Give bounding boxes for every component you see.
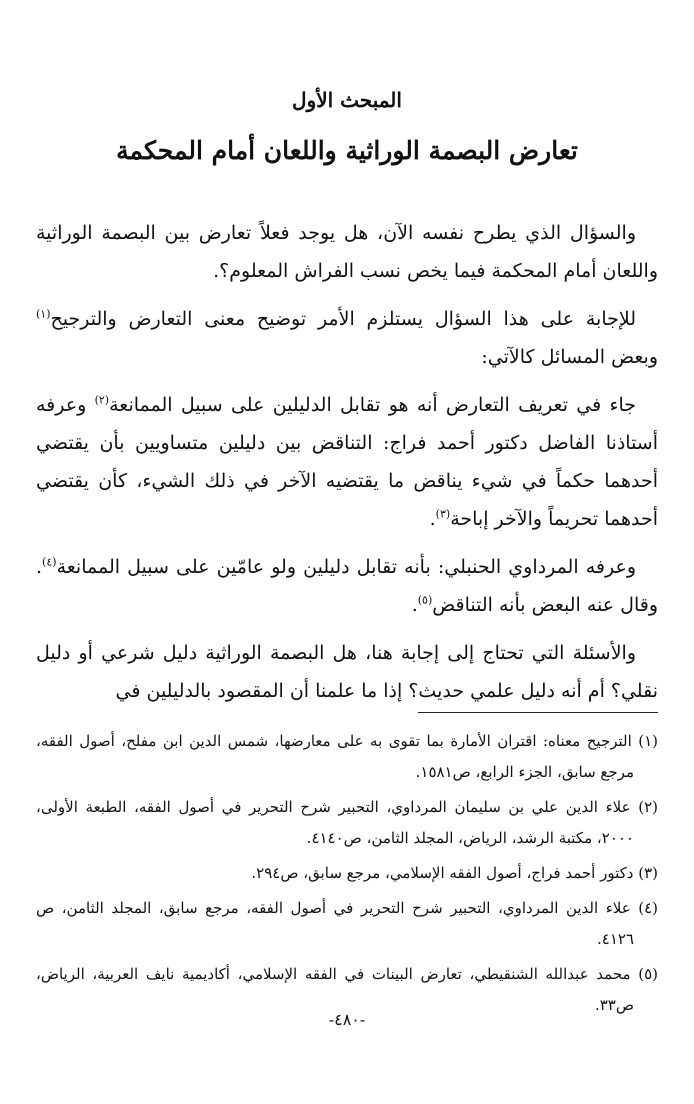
paragraph-text: والسؤال الذي يطرح نفسه الآن، هل يوجد فعلاً تعارض بين البصمة الوراثية واللعان أمام المحكمة فيما يخص نسب الفراش المعلوم؟. — [36, 222, 658, 282]
footnote-divider — [418, 712, 658, 713]
footnote: (١) الترجيح معناه: اقتران الأمارة بما تقوى به على معارضها، شمس الدين ابن مفلح، أصول الفقه، مرجع سابق، الجزء الرابع، ص١٥٨١. — [36, 732, 658, 781]
paragraph-text: جاء في تعريف التعارض أنه هو تقابل الدليلين على سبيل الممانعة — [109, 394, 636, 416]
footnote: (٢) علاء الدين علي بن سليمان المرداوي، التحبير شرح التحرير في أصول الفقه، الطبعة الأولى، ٢٠٠٠، مكتبة الرشد، الرياض، المجلد الثامن، ص٤١٤٠. — [36, 798, 658, 847]
footnote: (٥) محمد عبدالله الشنقيطي، تعارض البينات في الفقه الإسلامي، أكاديمية نايف العربية، الرياض، ص٣٣. — [36, 965, 658, 1014]
footnote: (٤) علاء الدين المرداوي، التحبير شرح التحرير في أصول الفقه، مرجع سابق، المجلد الثامن، ص ٤١٢٦. — [36, 899, 658, 948]
footnote: (٣) دكتور أحمد فراج، أصول الفقه الإسلامي، مرجع سابق، ص٢٩٤. — [251, 864, 658, 882]
footnote-marker: (٢) — [94, 393, 110, 407]
paragraph-text: وعرفه أستاذنا الفاضل دكتور أحمد فراج: التناقض بين دليلين متساويين بأن يقتضي أحدهما حكماً في شيء يناقض ما يقتضيه الآخر في ذلك الشيء، كأن يقتضي أحدهما تحريماً والآخر إباحة — [36, 394, 658, 530]
paragraph — [36, 214, 658, 290]
document-page — [36, 0, 658, 1104]
footnote-marker: (١) — [36, 307, 51, 321]
paragraph-text: . — [411, 594, 418, 616]
paragraph — [36, 300, 658, 376]
paragraph — [36, 386, 658, 538]
paragraph — [36, 634, 658, 710]
paragraph-text: وبعض المسائل كالآتي: — [481, 346, 658, 368]
section-label: المبحث الأول — [292, 88, 402, 112]
paragraph-text: . وقال عنه البعض بأنه التناقض — [36, 556, 658, 616]
footnote-marker: (٤) — [42, 555, 57, 569]
paragraph-text: وعرفه المرداوي الحنبلي: بأنه تقابل دليلين ولو عامّين على سبيل الممانعة — [56, 556, 636, 578]
body-text — [36, 214, 658, 720]
paragraph-text: والأسئلة التي تحتاج إلى إجابة هنا، هل البصمة الوراثية دليل شرعي أو دليل نقلي؟ أم أنه دليل علمي حديث؟ إذا ما علمنا أن المقصود بالدليلين في — [36, 642, 658, 702]
paragraph-text: للإجابة على هذا السؤال يستلزم الأمر توضيح معنى التعارض والترجيح — [50, 308, 636, 330]
paragraph-text: . — [429, 508, 436, 530]
footnote-marker: (٥) — [417, 593, 433, 607]
chapter-title: تعارض البصمة الوراثية واللعان أمام المحكمة — [116, 136, 578, 165]
paragraph — [36, 548, 658, 624]
footnotes — [36, 726, 658, 1025]
footnote-marker: (٣) — [435, 507, 451, 521]
page-number: -٤٨٠- — [328, 1010, 366, 1029]
